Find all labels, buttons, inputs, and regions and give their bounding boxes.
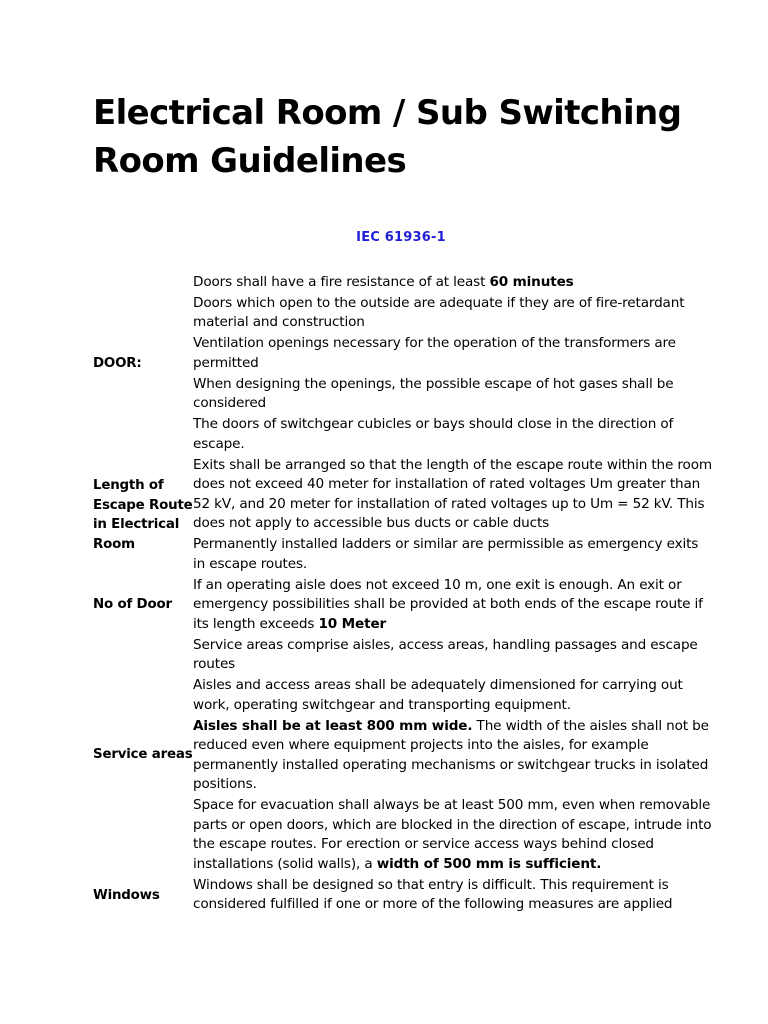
- guideline-section: [93, 875, 713, 916]
- item-text: Ventilation openings necessary for the operation of the transformers are permitted: [193, 335, 676, 371]
- item-text: The width of the aisles shall not be reduced even where equipment projects into the aisles, for example permanently installed operating mechanisms or switchgear trucks in isolated positions.: [193, 717, 709, 792]
- section-label: DOOR:: [93, 355, 142, 371]
- item-text: Aisles and access areas shall be adequately dimensioned for carrying out work, operating switchgear and transporting equipment.: [193, 677, 683, 713]
- guideline-item: [193, 272, 713, 293]
- guideline-item: [193, 875, 713, 916]
- section-label: Length of Escape Route in Electrical Room: [93, 478, 193, 552]
- emphasis-text: Aisles shall be at least 800 mm wide.: [193, 717, 473, 734]
- section-label: Service areas: [93, 747, 193, 763]
- item-text: Permanently installed ladders or similar are permissible as emergency exits in escape routes.: [193, 536, 699, 572]
- emphasis-text: width of 500 mm is sufficient.: [376, 855, 602, 872]
- item-text: Space for evacuation shall always be at least 500 mm, even when removable parts or open doors, which are blocked in the direction of escape, intrude into the escape routes. For erection or service access ways behind closed installations (solid walls), a: [193, 797, 712, 872]
- section-items: [193, 272, 713, 455]
- standard-reference: IEC 61936-1: [356, 230, 446, 245]
- guideline-section: [93, 575, 713, 635]
- section-items: [193, 575, 713, 635]
- guidelines-table: [93, 272, 713, 916]
- guideline-item: [193, 455, 713, 535]
- item-text: Doors which open to the outside are adequate if they are of fire-retardant material and construction: [193, 294, 685, 330]
- guideline-section: [93, 272, 713, 455]
- section-label: Windows: [93, 887, 160, 903]
- guideline-item: [193, 415, 713, 456]
- guideline-item: [193, 635, 713, 676]
- guideline-item: [193, 293, 713, 334]
- item-text: The doors of switchgear cubicles or bays should close in the direction of escape.: [193, 416, 674, 452]
- guideline-item: [193, 535, 713, 576]
- guideline-item: [193, 796, 713, 876]
- item-text: If an operating aisle does not exceed 10 m, one exit is enough. An exit or emergency possibilities shall be provided at both ends of the escape route if its length exceeds: [193, 576, 703, 632]
- guideline-item: [193, 334, 713, 375]
- item-text: Doors shall have a fire resistance of at least: [193, 273, 490, 290]
- guideline-section: [93, 635, 713, 875]
- section-items: [193, 455, 713, 575]
- guideline-item: [193, 374, 713, 415]
- section-label: No of Door: [93, 597, 172, 613]
- item-text: Windows shall be designed so that entry is difficult. This requirement is considered fulfilled if one or more of the following measures are applied: [193, 876, 673, 912]
- guideline-item: [193, 575, 713, 635]
- section-items: [193, 875, 713, 916]
- guideline-item: [193, 676, 713, 717]
- item-text: Exits shall be arranged so that the length of the escape route within the room does not exceed 40 meter for installation of rated voltages Um greater than 52 kV, and 20 meter for installation of rated voltages up to Um = 52 kV. This does not apply to accessible bus ducts or cable ducts: [193, 456, 712, 531]
- guideline-section: [93, 455, 713, 575]
- item-text: When designing the openings, the possible escape of hot gases shall be considered: [193, 375, 674, 411]
- page-title: Electrical Room / Sub Switching Room Guidelines: [93, 93, 682, 181]
- section-items: [193, 635, 713, 875]
- guideline-item: [193, 716, 713, 796]
- item-text: Service areas comprise aisles, access areas, handling passages and escape routes: [193, 636, 698, 672]
- emphasis-text: 60 minutes: [489, 273, 574, 290]
- emphasis-text: 10 Meter: [318, 615, 387, 632]
